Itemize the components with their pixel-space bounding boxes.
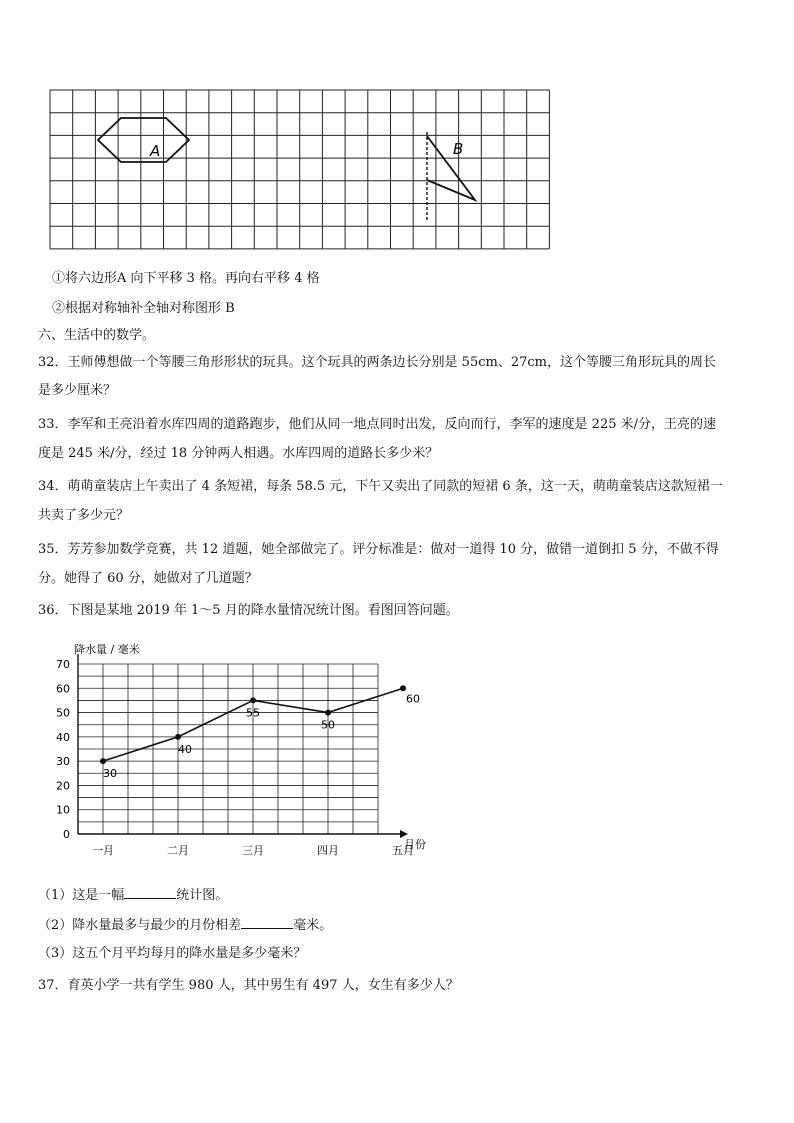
y-tick-label: 30 [56,755,70,769]
data-point [400,685,406,691]
y-tick-label: 70 [56,658,70,671]
q33-line1: 33．李军和王亮沿着水库四周的道路跑步，他们从同一地点同时出发，反向而行，李军的速度是 225 米/分，王亮的速 [38,417,717,432]
answer-blank-2[interactable] [241,914,293,929]
data-label: 55 [246,706,260,720]
answer-blank-1[interactable] [124,884,176,899]
q34-line2: 共卖了多少元？ [38,508,130,523]
q36-sub1-after: 统计图。 [176,888,229,903]
y-tick-label: 10 [56,803,70,817]
data-label: 50 [321,718,335,732]
data-label: 60 [406,692,420,706]
triangle-b-label: B [453,140,464,158]
data-label: 30 [103,767,117,781]
data-point [325,710,331,716]
x-tick-label: 二月 [167,844,189,857]
data-point [100,758,106,764]
y-tick-label: 0 [63,828,70,841]
hexagon-a-label: A [150,142,161,160]
q36-sub2 [38,914,332,936]
rainfall-line-chart [40,636,440,864]
y-tick-label: 20 [56,779,70,793]
hexagon-a [98,118,189,162]
q36-sub2-before: （2）降水量最多与最少的月份相差 [38,918,242,933]
x-tick-label: 四月 [317,844,339,857]
q35-line2: 分。她得了 60 分，她做对了几道题？ [38,571,258,586]
y-axis-title: 降水量 / 毫米 [74,643,140,656]
q36-sub2-after: 毫米。 [293,918,333,933]
x-axis-arrow [400,830,408,838]
x-tick-label: 三月 [242,844,264,857]
q37-text: 37．育英小学一共有学生 980 人，其中男生有 497 人，女生有多少人？ [38,978,459,993]
y-tick-label: 60 [56,682,70,696]
data-label: 40 [178,742,192,756]
q32-line2: 是多少厘米？ [38,383,117,398]
section-title: 六、生活中的数学。 [38,328,156,343]
instruction-1: ①将六边形A 向下平移 3 格。再向右平移 4 格 [52,271,320,286]
half-triangle-b [427,136,475,200]
q36-sub1 [38,884,228,906]
translation-grid-figure [46,88,556,250]
x-tick-label: 五月 [392,844,414,857]
q36-sub1-before: （1）这是一幅 [38,888,125,903]
x-axis-title: 月份 [404,838,426,851]
instruction-2: ②根据对称轴补全轴对称图形 B [52,301,235,316]
y-tick-label: 50 [56,706,70,720]
q33-line2: 度是 245 米/分，经过 18 分钟两人相遇。水库四周的道路长多少米？ [38,446,439,461]
data-point [250,697,256,703]
q36-sub3: （3）这五个月平均每月的降水量是多少毫米？ [38,946,307,961]
x-tick-label: 一月 [92,844,114,857]
data-point [175,734,181,740]
y-tick-label: 40 [56,730,70,744]
q36-intro: 36．下图是某地 2019 年 1～5 月的降水量情况统计图。看图回答问题。 [38,603,459,618]
q34-line1: 34．萌萌童装店上午卖出了 4 条短裙，每条 58.5 元，下午又卖出了同款的短裙 6 条，这一天，萌萌童装店这款短裙一 [38,479,723,494]
q32-line1: 32．王师傅想做一个等腰三角形形状的玩具。这个玩具的两条边长分别是 55cm、27cm，这个等腰三角形玩具的周长 [38,355,716,370]
q35-line1: 35．芳芳参加数学竞赛，共 12 道题，她全部做完了。评分标准是：做对一道得 10 分，做错一道倒扣 5 分，不做不得 [38,542,719,557]
